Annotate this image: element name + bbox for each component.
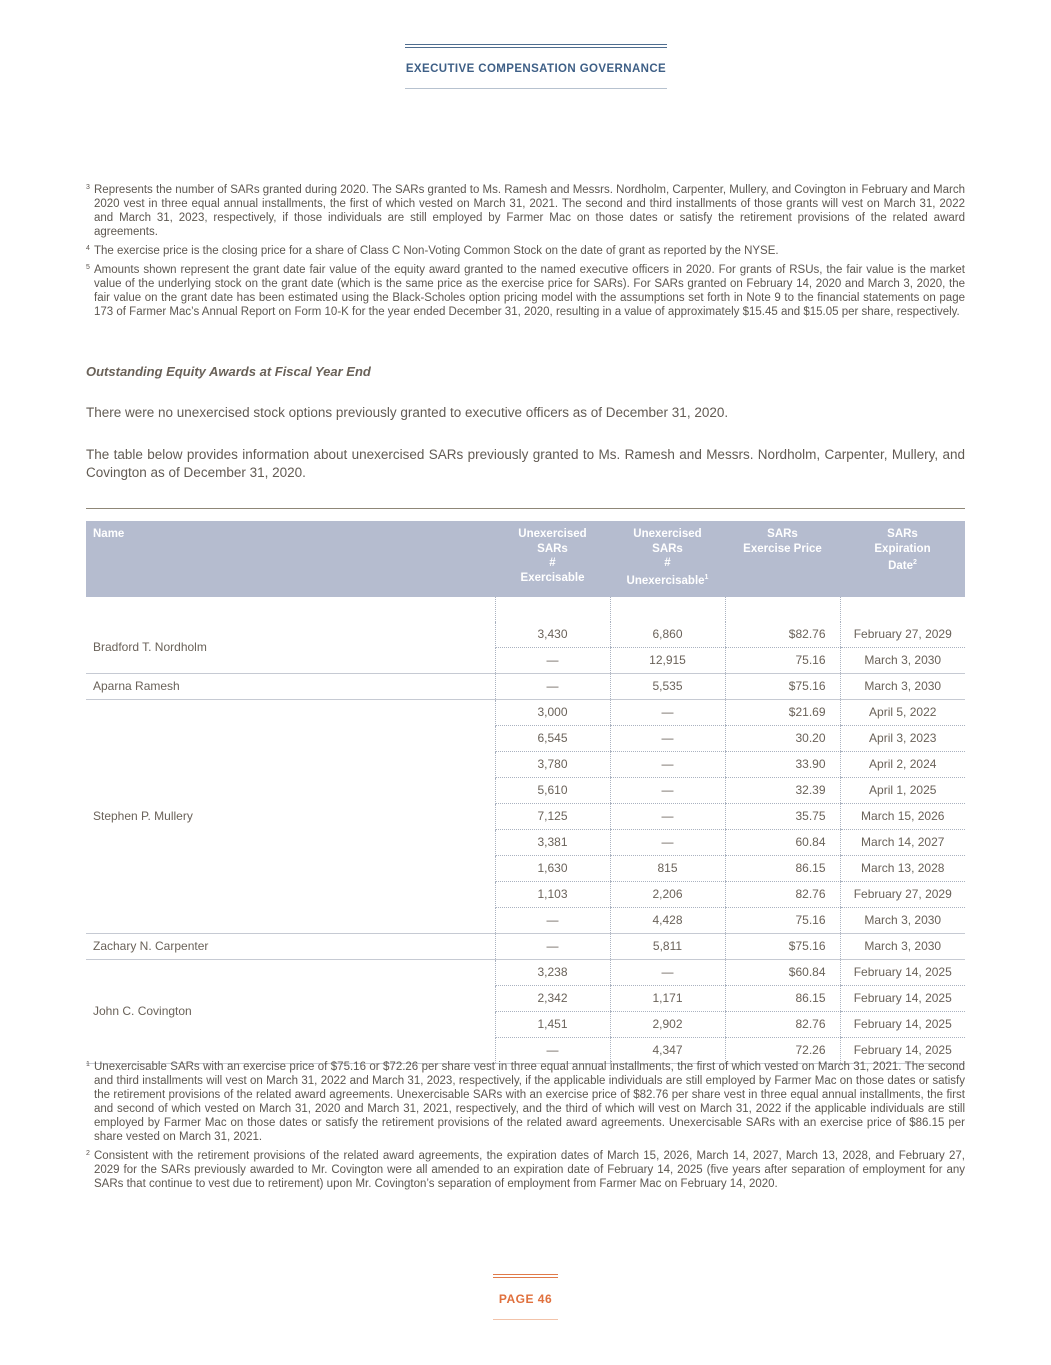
header-line: Unexercised bbox=[633, 528, 702, 540]
table-top-rule bbox=[86, 508, 965, 509]
header-line: # bbox=[549, 557, 556, 569]
unexercisable-cell: — bbox=[610, 959, 725, 985]
exercise-price-cell: 33.90 bbox=[725, 751, 840, 777]
table-row bbox=[86, 622, 965, 648]
exercisable-cell: — bbox=[495, 673, 610, 699]
header-line: # bbox=[664, 557, 671, 569]
header-footnote-marker: 1 bbox=[704, 573, 709, 581]
exercisable-cell: 3,238 bbox=[495, 959, 610, 985]
exercisable-cell: 3,780 bbox=[495, 751, 610, 777]
header-line: Unexercised bbox=[518, 528, 587, 540]
officer-name-cell: John C. Covington bbox=[86, 959, 495, 1063]
exercise-price-cell: 72.26 bbox=[725, 1037, 840, 1063]
exercisable-cell: 2,342 bbox=[495, 985, 610, 1011]
exercise-price-cell: 82.76 bbox=[725, 881, 840, 907]
unexercisable-cell: 815 bbox=[610, 855, 725, 881]
section-title: Outstanding Equity Awards at Fiscal Year End bbox=[86, 364, 371, 379]
footer-bottom-rule bbox=[493, 1319, 558, 1320]
footnote-marker: 1 bbox=[86, 1061, 90, 1068]
exercisable-cell: 6,545 bbox=[495, 725, 610, 751]
expiration-date-cell: February 14, 2025 bbox=[840, 1037, 965, 1063]
unexercisable-cell: — bbox=[610, 751, 725, 777]
footnote-5 bbox=[86, 263, 965, 319]
table-row bbox=[86, 959, 965, 985]
top-footnotes bbox=[86, 183, 965, 324]
page-footer bbox=[493, 1274, 558, 1320]
unexercisable-cell: 5,535 bbox=[610, 673, 725, 699]
table-row bbox=[86, 673, 965, 699]
footnote-2 bbox=[86, 1149, 965, 1191]
spacer-cell bbox=[86, 597, 495, 622]
exercise-price-cell: 86.15 bbox=[725, 985, 840, 1011]
expiration-date-cell: March 3, 2030 bbox=[840, 647, 965, 673]
unexercisable-cell: 1,171 bbox=[610, 985, 725, 1011]
header-spacer-row bbox=[86, 597, 965, 622]
expiration-date-cell: March 3, 2030 bbox=[840, 907, 965, 933]
exercisable-cell: 1,451 bbox=[495, 1011, 610, 1037]
expiration-date-cell: April 5, 2022 bbox=[840, 699, 965, 725]
footnote-marker: 4 bbox=[86, 245, 90, 252]
unexercisable-cell: 2,206 bbox=[610, 881, 725, 907]
expiration-date-cell: March 15, 2026 bbox=[840, 803, 965, 829]
exercisable-cell: 7,125 bbox=[495, 803, 610, 829]
spacer-cell bbox=[725, 597, 840, 622]
exercisable-cell: 3,381 bbox=[495, 829, 610, 855]
unexercisable-cell: 4,428 bbox=[610, 907, 725, 933]
header-exercise-price bbox=[725, 521, 840, 597]
exercisable-cell: — bbox=[495, 1037, 610, 1063]
unexercisable-cell: 6,860 bbox=[610, 622, 725, 648]
expiration-date-cell: March 3, 2030 bbox=[840, 933, 965, 959]
exercise-price-cell: 32.39 bbox=[725, 777, 840, 803]
footnote-marker: 3 bbox=[86, 184, 90, 191]
header-line: Date bbox=[888, 559, 914, 572]
header-line: SARs bbox=[767, 528, 798, 540]
page-header bbox=[405, 44, 667, 89]
exercise-price-cell: 30.20 bbox=[725, 725, 840, 751]
footnote-text: The exercise price is the closing price for a share of Class C Non-Voting Common Stock on the date of grant as reported by the NYSE. bbox=[94, 245, 779, 257]
header-line: Exercise Price bbox=[743, 542, 822, 555]
expiration-date-cell: April 2, 2024 bbox=[840, 751, 965, 777]
unexercisable-cell: 2,902 bbox=[610, 1011, 725, 1037]
header-bottom-rule bbox=[405, 88, 667, 89]
footnote-marker: 5 bbox=[86, 264, 90, 271]
footnote-text: Consistent with the retirement provisions of the related award agreements, the expiration dates of March 15, 2026, March 14, 2027, March 13, 2028, and February 27, 2029 for the SARs previously awarded to Mr. Covington were all amended to an expiration date of February 14, 2025 (five years after separation of employment for any SARs that continue to vest due to retirement) upon Mr. Covington’s separation of employment from Farmer Mac on February 14, 2020. bbox=[94, 1150, 965, 1190]
header-title: EXECUTIVE COMPENSATION GOVERNANCE bbox=[405, 63, 667, 75]
unexercisable-cell: — bbox=[610, 777, 725, 803]
footnote-4 bbox=[86, 244, 965, 258]
exercise-price-cell: $75.16 bbox=[725, 673, 840, 699]
exercisable-cell: 3,430 bbox=[495, 622, 610, 648]
expiration-date-cell: February 27, 2029 bbox=[840, 881, 965, 907]
header-line: Expiration bbox=[874, 542, 931, 555]
exercise-price-cell: 86.15 bbox=[725, 855, 840, 881]
footnote-text: Unexercisable SARs with an exercise price of $75.16 or $72.26 per share vest in three equal annual installments, the first of which vested on March 31, 2021. The second and third installments will vest on March 31, 2022 and March 31, 2023, respectively, if the applicable individuals are still employed by Farmer Mac on those dates or satisfy the retirement provisions of the related award agreements. Unexercisable SARs with an exercise price of $82.76 per share vest in three equal annual installments, the first and second of which vested on March 31, 2020 and March 31, 2021, respectively, and the third of which will vest on March 31, 2022 if the applicable individuals are still employed by Farmer Mac on those dates or satisfy the retirement provisions of the related award agreements. Unexercisable SARs with an exercise price of $86.15 per share vested on March 31, 2021. bbox=[94, 1061, 965, 1143]
exercise-price-cell: $21.69 bbox=[725, 699, 840, 725]
exercise-price-cell: 60.84 bbox=[725, 829, 840, 855]
officer-name-cell: Aparna Ramesh bbox=[86, 673, 495, 699]
paragraph-table-intro: The table below provides information about unexercised SARs previously granted to Ms. Ramesh and Messrs. Nordholm, Carpenter, Mullery, and Covington as of December 31, 2020. bbox=[86, 447, 965, 480]
spacer-cell bbox=[840, 597, 965, 622]
exercise-price-cell: 75.16 bbox=[725, 647, 840, 673]
table-row bbox=[86, 933, 965, 959]
unexercisable-cell: 5,811 bbox=[610, 933, 725, 959]
exercise-price-cell: $75.16 bbox=[725, 933, 840, 959]
bottom-footnotes bbox=[86, 1060, 965, 1196]
expiration-date-cell: April 3, 2023 bbox=[840, 725, 965, 751]
exercisable-cell: 5,610 bbox=[495, 777, 610, 803]
header-unexercisable bbox=[610, 521, 725, 597]
header-footnote-marker: 2 bbox=[913, 559, 917, 566]
header-line: SARs bbox=[537, 542, 568, 555]
footnote-text: Amounts shown represent the grant date fair value of the equity award granted to the named executive officers in 2020. For grants of RSUs, the fair value is the market value of the underlying stock on the grant date (which is the same price as the exercise price for SARs). For SARs granted on February 14, 2020 and March 3, 2020, the fair value on the grant date has been estimated using the Black-Scholes option pricing model with the assumptions set forth in Note 9 to the financial statements on page 173 of Farmer Mac’s Annual Report on Form 10-K for the year ended December 31, 2020, resulting in a value of approximately $15.45 and $15.05 per share, respectively. bbox=[94, 264, 965, 318]
exercise-price-cell: $82.76 bbox=[725, 622, 840, 648]
expiration-date-cell: February 27, 2029 bbox=[840, 622, 965, 648]
officer-name-cell: Stephen P. Mullery bbox=[86, 699, 495, 933]
header-line: Exercisable bbox=[520, 571, 585, 584]
expiration-date-cell: February 14, 2025 bbox=[840, 1011, 965, 1037]
unexercisable-cell: — bbox=[610, 803, 725, 829]
officer-name-cell: Bradford T. Nordholm bbox=[86, 622, 495, 674]
spacer-cell bbox=[610, 597, 725, 622]
table-body bbox=[86, 597, 965, 1064]
header-line: Unexercisable bbox=[626, 574, 705, 587]
expiration-date-cell: February 14, 2025 bbox=[840, 959, 965, 985]
table-header-row bbox=[86, 521, 965, 597]
unexercisable-cell: — bbox=[610, 829, 725, 855]
unexercisable-cell: 4,347 bbox=[610, 1037, 725, 1063]
page-number: PAGE 46 bbox=[498, 1292, 553, 1306]
exercisable-cell: 1,630 bbox=[495, 855, 610, 881]
header-line: SARs bbox=[887, 528, 918, 540]
header-line: SARs bbox=[652, 542, 683, 555]
footnote-3 bbox=[86, 183, 965, 239]
expiration-date-cell: February 14, 2025 bbox=[840, 985, 965, 1011]
header-name: Name bbox=[86, 521, 495, 597]
expiration-date-cell: March 14, 2027 bbox=[840, 829, 965, 855]
outstanding-awards-table bbox=[86, 521, 965, 1064]
exercise-price-cell: $60.84 bbox=[725, 959, 840, 985]
exercise-price-cell: 75.16 bbox=[725, 907, 840, 933]
expiration-date-cell: March 3, 2030 bbox=[840, 673, 965, 699]
unexercisable-cell: 12,915 bbox=[610, 647, 725, 673]
exercisable-cell: 1,103 bbox=[495, 881, 610, 907]
footnote-1 bbox=[86, 1060, 965, 1144]
table-row bbox=[86, 699, 965, 725]
exercise-price-cell: 35.75 bbox=[725, 803, 840, 829]
unexercisable-cell: — bbox=[610, 725, 725, 751]
paragraph-no-options: There were no unexercised stock options previously granted to executive officers as of December 31, 2020. bbox=[86, 405, 729, 420]
exercisable-cell: — bbox=[495, 647, 610, 673]
footnote-marker: 2 bbox=[86, 1150, 90, 1157]
expiration-date-cell: March 13, 2028 bbox=[840, 855, 965, 881]
header-exercisable bbox=[495, 521, 610, 597]
exercisable-cell: 3,000 bbox=[495, 699, 610, 725]
footnote-text: Represents the number of SARs granted during 2020. The SARs granted to Ms. Ramesh and Messrs. Nordholm, Carpenter, Mullery, and Covington in February and March 2020 vest in three equal annual installments, the first of which vested on March 31, 2021. The second and third installments of those grants will vest on March 31, 2022 and March 31, 2023, respectively, if those individuals are still employed by Farmer Mac on those dates or satisfy the retirement provisions of the related award agreements. bbox=[94, 184, 965, 238]
exercisable-cell: — bbox=[495, 907, 610, 933]
spacer-cell bbox=[495, 597, 610, 622]
exercise-price-cell: 82.76 bbox=[725, 1011, 840, 1037]
unexercisable-cell: — bbox=[610, 699, 725, 725]
header-expiration-date bbox=[840, 521, 965, 597]
officer-name-cell: Zachary N. Carpenter bbox=[86, 933, 495, 959]
expiration-date-cell: April 1, 2025 bbox=[840, 777, 965, 803]
exercisable-cell: — bbox=[495, 933, 610, 959]
